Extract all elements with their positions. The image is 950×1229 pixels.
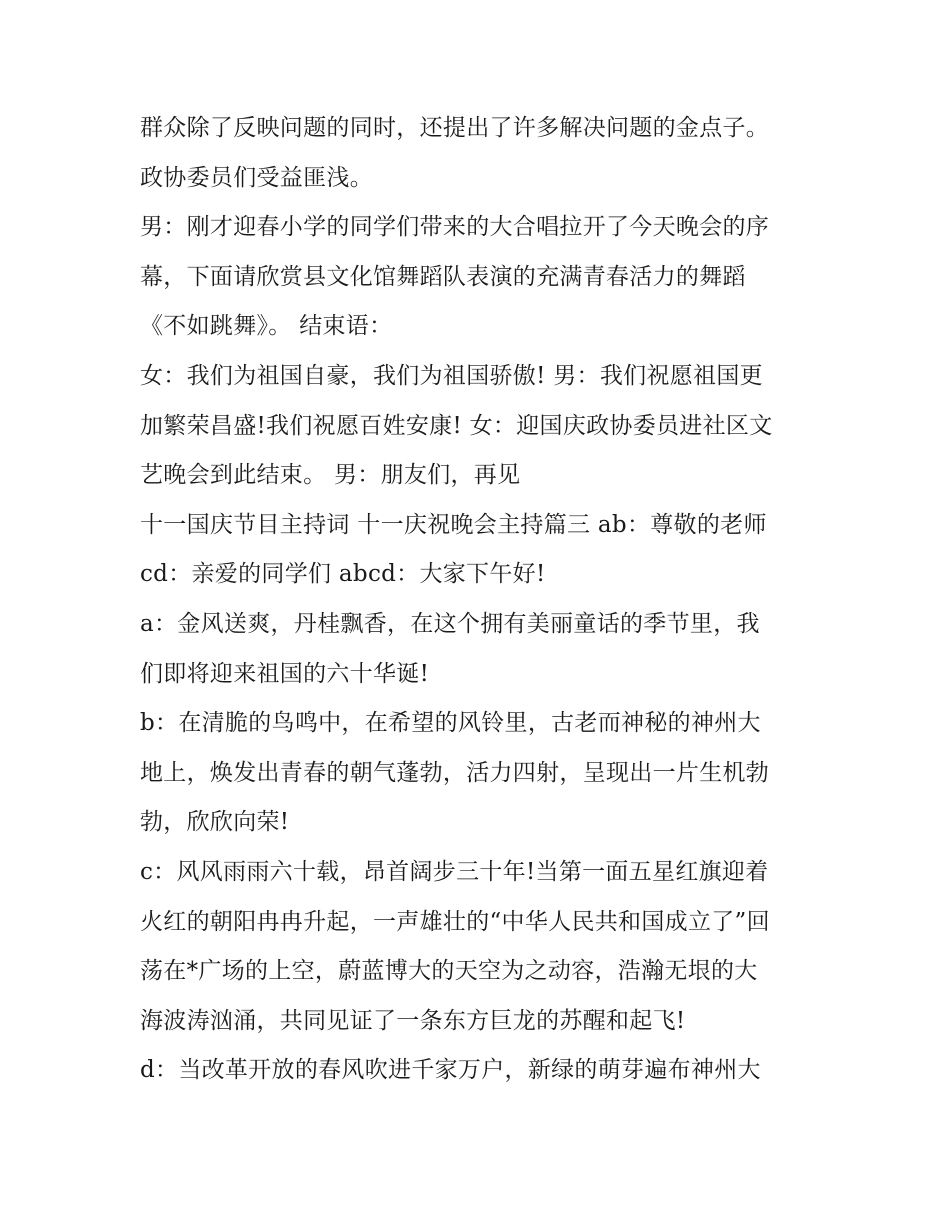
text-line: 们即将迎来祖国的六十华诞!: [140, 660, 430, 687]
text-line: cd：亲爱的同学们 abcd：大家下午好!: [140, 561, 546, 588]
text-line: 群众除了反映问题的同时，还提出了许多解决问题的金点子。: [140, 115, 770, 141]
text-line: c：风风雨雨六十载，昂首阔步三十年!当第一面五星红旗迎着: [140, 858, 769, 885]
text-line: 勃，欣欣向荣!: [140, 809, 290, 836]
text-line: 《不如跳舞》。 结束语：: [140, 313, 393, 340]
text-line: 地上，焕发出青春的朝气蓬勃，活力四射，呈现出一片生机勃: [140, 759, 770, 786]
text-line: d：当改革开放的春风吹进千家万户，新绿的萌芽遍布神州大: [140, 1057, 761, 1084]
text-line: b：在清脆的鸟鸣中，在希望的风铃里，古老而神秘的神州大: [140, 710, 761, 737]
text-line: 艺晚会到此结束。 男：朋友们，再见: [140, 462, 521, 489]
text-line: 火红的朝阳冉冉升起，一声雄壮的“中华人民共和国成立了”回: [140, 908, 770, 935]
text-line: a：金风送爽，丹桂飘香，在这个拥有美丽童话的季节里，我: [140, 610, 760, 637]
text-line: 幕，下面请欣赏县文化馆舞蹈队表演的充满青春活力的舞蹈: [140, 263, 746, 290]
text-line: 女：我们为祖国自豪，我们为祖国骄傲! 男：我们祝愿祖国更: [140, 362, 763, 389]
text-line: 男：刚才迎春小学的同学们带来的大合唱拉开了今天晚会的序: [140, 214, 770, 241]
document-body: [140, 104, 830, 1096]
text-line: 十一国庆节目主持词 十一庆祝晚会主持篇三 ab：尊敬的老师: [140, 511, 767, 538]
text-line: 加繁荣昌盛!我们祝愿百姓安康! 女：迎国庆政协委员进社区文: [140, 412, 773, 439]
text-line: 政协委员们受益匪浅。: [140, 164, 373, 191]
text-line: 海波涛汹涌，共同见证了一条东方巨龙的苏醒和起飞!: [140, 1007, 686, 1034]
text-line: 荡在*广场的上空，蔚蓝博大的天空为之动容，浩瀚无垠的大: [140, 958, 758, 985]
